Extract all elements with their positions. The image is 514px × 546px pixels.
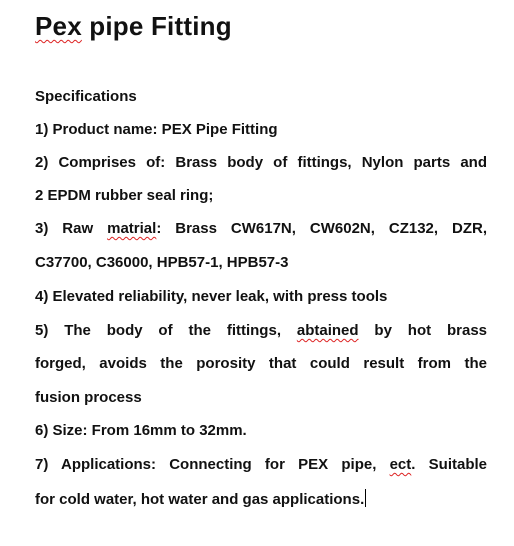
misspelled-word: matrial [107,220,157,237]
line-text: 2 EPDM rubber seal ring; [35,187,214,204]
line-text: Specifications [35,88,137,105]
line-text-pre: 3) Raw [35,220,108,237]
misspelled-word: abtained [296,322,359,339]
spec-line-applications [35,456,487,474]
spec-line-applications-cont [35,489,487,509]
line-text-post: by hot brass [358,322,488,339]
spec-line-raw-material [35,220,487,238]
line-text: C37700, C36000, HPB57-1, HPB57-3 [35,254,289,271]
line-text-post: . Suitable [411,456,487,473]
spec-line-comprises [35,154,487,172]
line-text-post: : Brass CW617N, CW602N, CZ132, DZR, [156,220,488,237]
title-misspelled-word: Pex [35,11,82,41]
specifications-heading [35,88,487,106]
title-text-post: pipe Fitting [81,11,232,41]
document-title [35,11,232,42]
line-text: for cold water, hot water and gas applications. [35,491,365,508]
spec-line-reliability [35,288,487,306]
line-text-pre: 7) Applications: Connecting for PEX pipe, [35,456,390,473]
line-text: 2) Comprises of: Brass body of fittings, Nylon parts and [35,154,487,171]
line-text: forged, avoids the porosity that could result from the [35,355,487,372]
line-text: fusion process [35,389,142,406]
text-cursor [365,489,366,507]
spec-line-raw-material-cont [35,254,487,272]
line-text: 6) Size: From 16mm to 32mm. [35,422,247,439]
spec-line-product-name [35,121,487,139]
spec-line-comprises-cont [35,187,487,205]
spec-line-body [35,322,487,340]
spec-line-size [35,422,487,440]
line-text: 4) Elevated reliability, never leak, with press tools [35,288,388,305]
line-text: 1) Product name: PEX Pipe Fitting [35,121,278,138]
line-text-pre: 5) The body of the fittings, [35,322,297,339]
spec-line-body-end [35,389,487,407]
misspelled-word: ect [389,456,412,473]
spec-line-body-cont [35,355,487,373]
